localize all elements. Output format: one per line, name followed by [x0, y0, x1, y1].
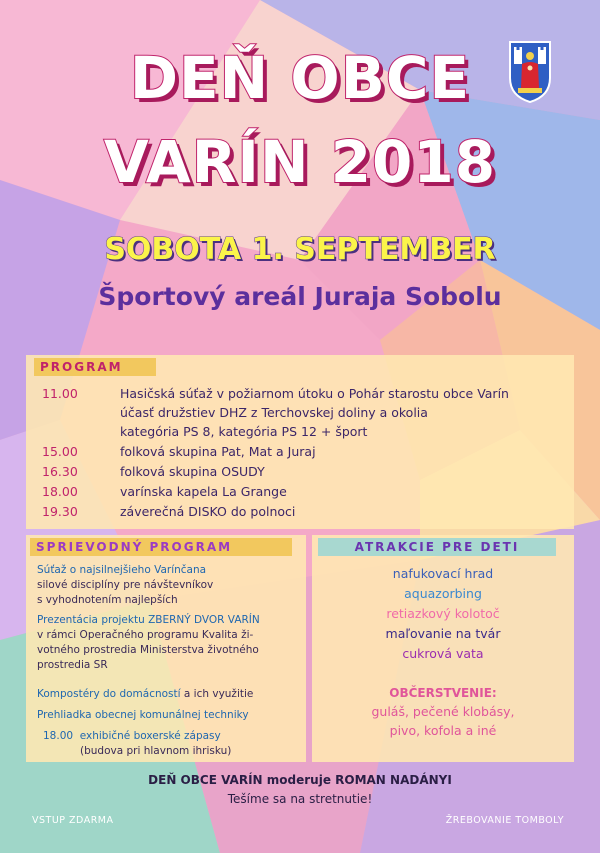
kids-item: maľovanie na tvár: [385, 626, 501, 641]
kids-item: aquazorbing: [404, 586, 482, 601]
program-text: Hasičská súťaž v požiarnom útoku o Pohár starostu obce Varín: [120, 386, 509, 401]
footer-moderator: DEŇ OBCE VARÍN moderuje ROMAN NADÁNYI: [148, 773, 452, 787]
program-time: 18.00: [42, 484, 78, 499]
program-time: 19.30: [42, 504, 78, 519]
event-venue: Športový areál Juraja Sobolu: [98, 282, 502, 311]
side-program-heading: SPRIEVODNÝ PROGRAM: [30, 538, 292, 556]
program-row: [34, 483, 574, 501]
kids-item: nafukovací hrad: [392, 566, 494, 581]
side-program-line: (budova pri hlavnom ihrisku): [80, 745, 232, 757]
kids-item: cukrová vata: [402, 646, 484, 661]
program-text: záverečná DISKO do polnoci: [120, 504, 296, 519]
side-program-line-plain: a ich využitie: [180, 688, 254, 700]
program-heading: PROGRAM: [34, 358, 156, 376]
program-text: kategória PS 8, kategória PS 12 + šport: [120, 424, 368, 439]
tombola-note: ŽREBOVANIE TOMBOLY: [445, 815, 564, 826]
side-program-line: silové disciplíny pre návštevníkov: [37, 579, 214, 591]
program-time: 16.30: [42, 464, 78, 479]
program-row: [34, 385, 574, 403]
event-date: SOBOTA 1. SEPTEMBER: [104, 232, 496, 267]
program-time: 15.00: [42, 444, 78, 459]
program-text: varínska kapela La Grange: [120, 484, 287, 499]
program-text: účasť družstiev DHZ z Terchovskej doliny a okolia: [120, 405, 428, 420]
title-line-2: VARÍN 2018: [103, 128, 497, 196]
program-row: [34, 404, 574, 422]
refreshments-item: guláš, pečené klobásy,: [371, 704, 515, 719]
program-row: [34, 503, 574, 521]
kids-item: retiazkový kolotoč: [386, 606, 500, 621]
side-program-line: Prehliadka obecnej komunálnej techniky: [37, 709, 249, 721]
program-text: folková skupina Pat, Mat a Juraj: [120, 444, 316, 459]
refreshments-heading: OBČERSTVENIE:: [389, 686, 497, 700]
program-text: folková skupina OSUDY: [120, 464, 265, 479]
program-row: [34, 443, 574, 461]
side-program-line: votného prostredia Ministerstva životného: [37, 644, 259, 656]
program-row: [34, 463, 574, 481]
kids-heading: ATRAKCIE PRE DETI: [318, 538, 556, 556]
title-line-1: DEŇ OBCE: [129, 44, 471, 112]
side-program-line: s vyhodnotením najlepších: [37, 594, 178, 606]
side-program-line: [37, 687, 303, 702]
free-entry-note: VSTUP ZDARMA: [32, 815, 114, 826]
refreshments-item: pivo, kofola a iné: [389, 723, 497, 738]
side-program-line-highlight: Kompostéry do domácností: [37, 688, 181, 700]
side-program-line: v rámci Operačného programu Kvalita ži-: [37, 629, 254, 641]
side-program-line: 18.00 exhibičné boxerské zápasy: [43, 730, 221, 742]
side-program-line: prostredia SR: [37, 659, 108, 671]
side-program-line: Súťaž o najsilnejšieho Varínčana: [37, 564, 207, 576]
side-program-line: Prezentácia projektu ZBERNÝ DVOR VARÍN: [37, 614, 260, 626]
program-time: 11.00: [42, 386, 78, 401]
program-row: [34, 423, 574, 441]
footer-greeting: Tešíme sa na stretnutie!: [227, 792, 373, 806]
